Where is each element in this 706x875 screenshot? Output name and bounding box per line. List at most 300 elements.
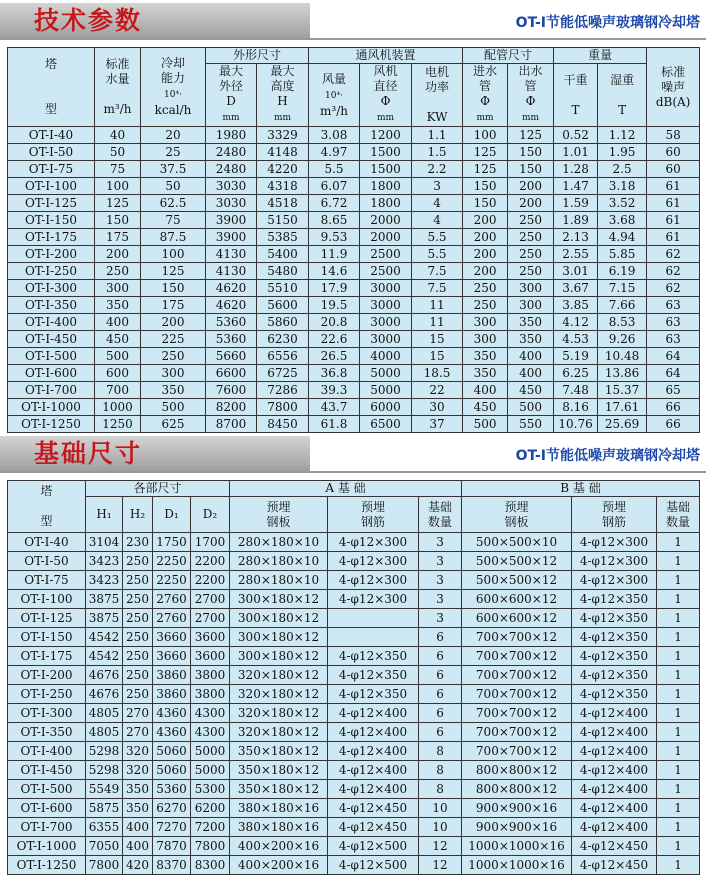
table-cell: 4-φ12×400 [572, 742, 657, 761]
table-cell: 2.5 [598, 161, 647, 178]
header-motor-power: 电机 功率 KW [412, 64, 463, 127]
table-cell: 3329 [257, 127, 309, 144]
table-cell: 5360 [206, 331, 257, 348]
table-cell: 63 [647, 297, 700, 314]
table-cell: 4-φ12×450 [572, 837, 657, 856]
table-cell: 4-φ12×300 [328, 552, 419, 571]
table-cell: OT-I-350 [8, 723, 86, 742]
table-cell: 3.01 [554, 263, 598, 280]
table-cell: 6 [419, 666, 462, 685]
table-cell: 15 [412, 348, 463, 365]
table-cell: 3.67 [554, 280, 598, 297]
table-cell: 6270 [153, 799, 191, 818]
table-cell: 3423 [86, 571, 123, 590]
table-cell: 4-φ12×350 [328, 666, 419, 685]
table-cell: 4-φ12×350 [572, 628, 657, 647]
table-cell: 61.8 [309, 416, 360, 433]
table-cell: 300 [95, 280, 141, 297]
table-cell: 75 [141, 212, 206, 229]
table-cell: 4-φ12×300 [572, 571, 657, 590]
table-cell: OT-I-600 [8, 799, 86, 818]
table-cell: 6.07 [309, 178, 360, 195]
table-cell: 17.61 [598, 399, 647, 416]
table-cell: 150 [463, 195, 508, 212]
table-row [8, 280, 700, 297]
table-cell: 75 [95, 161, 141, 178]
table-cell: 5060 [153, 761, 191, 780]
table-cell: 4-φ12×300 [572, 552, 657, 571]
table-cell: 4-φ12×300 [328, 590, 419, 609]
section1-title: 技术参数 [34, 6, 143, 35]
table-cell: 62.5 [141, 195, 206, 212]
table-cell: 8370 [153, 856, 191, 875]
table-cell: 3 [419, 590, 462, 609]
table-cell: 62 [647, 280, 700, 297]
table-cell: 150 [141, 280, 206, 297]
table-cell: 6.19 [598, 263, 647, 280]
table-cell: 4-φ12×350 [328, 647, 419, 666]
table-cell: 5060 [153, 742, 191, 761]
table-row [8, 685, 700, 704]
table-cell: 30 [412, 399, 463, 416]
table-cell: 100 [95, 178, 141, 195]
table-cell: 175 [141, 297, 206, 314]
table-cell: OT-I-450 [8, 331, 95, 348]
table-cell: 4-φ12×300 [328, 571, 419, 590]
table-cell: 350 [141, 382, 206, 399]
table-cell: 17.9 [309, 280, 360, 297]
table-cell: 4-φ12×350 [572, 609, 657, 628]
table-cell: 4300 [191, 723, 230, 742]
table-cell: 250 [123, 552, 153, 571]
table-row [8, 382, 700, 399]
table-cell: 11 [412, 314, 463, 331]
table-cell: 350×180×12 [230, 742, 328, 761]
table-cell: 4.97 [309, 144, 360, 161]
table-cell: 5400 [257, 246, 309, 263]
table-cell: OT-I-1000 [8, 399, 95, 416]
table-cell: 1.01 [554, 144, 598, 161]
header-b-rebar: 预埋 钢筋 [572, 497, 657, 533]
table-cell: 3000 [360, 331, 412, 348]
table-cell: 700×700×12 [462, 742, 572, 761]
table-cell: 300 [463, 331, 508, 348]
table-cell: 12 [419, 837, 462, 856]
table-cell: 3 [419, 552, 462, 571]
table-cell: OT-I-150 [8, 212, 95, 229]
table-cell: 8200 [206, 399, 257, 416]
table-row [8, 704, 700, 723]
table-cell: 4542 [86, 647, 123, 666]
table-cell: 3423 [86, 552, 123, 571]
table-cell: 6200 [191, 799, 230, 818]
table-cell: 4518 [257, 195, 309, 212]
table-cell: 7870 [153, 837, 191, 856]
table-cell: OT-I-250 [8, 685, 86, 704]
table-cell: 3.52 [598, 195, 647, 212]
table-cell: 150 [508, 144, 554, 161]
table-cell: OT-I-250 [8, 263, 95, 280]
table-row [8, 416, 700, 433]
table-cell: 1200 [360, 127, 412, 144]
table-cell: 700×700×12 [462, 723, 572, 742]
table-row [8, 399, 700, 416]
table-cell: 2700 [191, 609, 230, 628]
table-cell: 400×200×16 [230, 837, 328, 856]
table-cell: 700×700×12 [462, 685, 572, 704]
table-cell: 5000 [191, 761, 230, 780]
table-cell: 900×900×16 [462, 799, 572, 818]
table-cell: 4805 [86, 704, 123, 723]
table-cell: 5.19 [554, 348, 598, 365]
table-cell: 4-φ12×400 [572, 818, 657, 837]
table-row [8, 837, 700, 856]
table-cell: 400×200×16 [230, 856, 328, 875]
table-cell: 400 [463, 382, 508, 399]
table-cell: 350 [95, 297, 141, 314]
table-row [8, 761, 700, 780]
foundation-dimensions-table [7, 480, 700, 875]
table-cell: 13.86 [598, 365, 647, 382]
table-cell: 8 [419, 780, 462, 799]
technical-parameters-table [7, 47, 700, 433]
table-cell: 10 [419, 818, 462, 837]
table-cell: 2.13 [554, 229, 598, 246]
table-cell: 6000 [360, 399, 412, 416]
table-cell: 5510 [257, 280, 309, 297]
table-cell: 400 [508, 348, 554, 365]
table-cell: 4-φ12×400 [572, 723, 657, 742]
table-cell: OT-I-50 [8, 552, 86, 571]
table-cell: 6 [419, 723, 462, 742]
table-cell: OT-I-75 [8, 161, 95, 178]
table-cell: 500×500×12 [462, 571, 572, 590]
table-cell: OT-I-125 [8, 609, 86, 628]
table-cell: 4-φ12×300 [572, 533, 657, 552]
table-cell: 60 [647, 161, 700, 178]
table-cell: 350 [463, 348, 508, 365]
table-cell: 320 [123, 761, 153, 780]
table-cell: 19.5 [309, 297, 360, 314]
table-cell: 4360 [153, 704, 191, 723]
table-cell: 3104 [86, 533, 123, 552]
table-cell: 15 [412, 331, 463, 348]
table-cell: 87.5 [141, 229, 206, 246]
table-cell: OT-I-400 [8, 742, 86, 761]
table-cell: 4620 [206, 297, 257, 314]
table-cell: 1500 [360, 144, 412, 161]
table-cell: 6.25 [554, 365, 598, 382]
table-cell: 800×800×12 [462, 761, 572, 780]
table-cell: 175 [95, 229, 141, 246]
table-cell: 500 [141, 399, 206, 416]
table-cell: 1.59 [554, 195, 598, 212]
table-cell: 4 [412, 212, 463, 229]
table-cell: OT-I-75 [8, 571, 86, 590]
table-cell: 5.5 [309, 161, 360, 178]
table-cell: 3030 [206, 178, 257, 195]
table-cell: 700×700×12 [462, 704, 572, 723]
header-d2: D₂ [191, 497, 230, 533]
table-cell: 125 [463, 161, 508, 178]
table-cell: 250 [141, 348, 206, 365]
table-cell: 2000 [360, 229, 412, 246]
header-a-plate: 预埋 钢板 [230, 497, 328, 533]
table-cell: 250 [123, 685, 153, 704]
table-cell: 4220 [257, 161, 309, 178]
table-cell: 4620 [206, 280, 257, 297]
table-cell: 250 [123, 628, 153, 647]
table-cell: 4.12 [554, 314, 598, 331]
table-cell: 250 [463, 297, 508, 314]
table-cell: 1 [657, 818, 700, 837]
header-wet-weight: 湿重 T [598, 64, 647, 127]
table-cell: 450 [508, 382, 554, 399]
table-cell: 6600 [206, 365, 257, 382]
table-cell: OT-I-500 [8, 780, 86, 799]
table-cell: 250 [123, 666, 153, 685]
header-h1: H₁ [86, 497, 123, 533]
table-cell: 125 [463, 144, 508, 161]
table-cell: 300×180×12 [230, 647, 328, 666]
table-cell: OT-I-100 [8, 590, 86, 609]
table-cell: OT-I-40 [8, 127, 95, 144]
table-cell: 14.6 [309, 263, 360, 280]
section1-divider [0, 38, 706, 40]
table-cell: OT-I-200 [8, 246, 95, 263]
table-cell: 350 [463, 365, 508, 382]
table-cell: 250 [508, 246, 554, 263]
table-cell: 270 [123, 704, 153, 723]
section2-divider [0, 471, 706, 473]
table-cell: 600×600×12 [462, 590, 572, 609]
table-cell: 4-φ12×350 [572, 666, 657, 685]
table-cell: 4.94 [598, 229, 647, 246]
header-max-height: 最大 高度 H mm [257, 64, 309, 127]
table-cell: 3900 [206, 212, 257, 229]
table-cell: 400 [123, 837, 153, 856]
table-cell: 600 [95, 365, 141, 382]
table-cell: 12 [419, 856, 462, 875]
table-cell: 200 [463, 229, 508, 246]
table-row [8, 144, 700, 161]
table-cell: 4130 [206, 246, 257, 263]
table-cell: 125 [141, 263, 206, 280]
table-cell: 1.12 [598, 127, 647, 144]
table-cell: 11 [412, 297, 463, 314]
table-cell: 200 [508, 178, 554, 195]
header-model: 塔 型 [8, 481, 86, 533]
table-cell: 6230 [257, 331, 309, 348]
table-cell: 4-φ12×400 [328, 780, 419, 799]
header-fan-unit: 通风机装置 [309, 48, 463, 64]
table-row [8, 818, 700, 837]
table-cell: 250 [123, 647, 153, 666]
table-cell: 320 [123, 742, 153, 761]
table-cell: OT-I-50 [8, 144, 95, 161]
table-cell: 39.3 [309, 382, 360, 399]
table-cell: 5875 [86, 799, 123, 818]
table-cell: 37 [412, 416, 463, 433]
table-cell: 320×180×12 [230, 685, 328, 704]
table-cell: 3000 [360, 280, 412, 297]
table-cell: 4318 [257, 178, 309, 195]
table-cell: 8 [419, 742, 462, 761]
table-cell: 7050 [86, 837, 123, 856]
table-cell: 380×180×16 [230, 799, 328, 818]
table-cell: 1.89 [554, 212, 598, 229]
table-cell: 1 [657, 723, 700, 742]
table-cell: 8450 [257, 416, 309, 433]
table-cell: 280×180×10 [230, 571, 328, 590]
table-cell: 6500 [360, 416, 412, 433]
table-cell: 200 [95, 246, 141, 263]
table-cell: 9.26 [598, 331, 647, 348]
table-cell: 3875 [86, 609, 123, 628]
table-cell: 3000 [360, 314, 412, 331]
table-cell: 1 [657, 609, 700, 628]
table-cell: OT-I-150 [8, 628, 86, 647]
table-cell: 1 [657, 647, 700, 666]
table-cell: 2760 [153, 590, 191, 609]
table-cell: 3.18 [598, 178, 647, 195]
table-cell: 5.5 [412, 246, 463, 263]
table-cell: 1 [657, 742, 700, 761]
section2-subtitle: OT-Ⅰ节能低噪声玻璃钢冷却塔 [515, 448, 700, 464]
table-cell: 2200 [191, 552, 230, 571]
table-cell: 61 [647, 195, 700, 212]
table-cell: 1 [657, 837, 700, 856]
table-cell: 100 [141, 246, 206, 263]
table-cell: 2.55 [554, 246, 598, 263]
table-cell: 5000 [360, 365, 412, 382]
table-cell: 4-φ12×500 [328, 837, 419, 856]
table-cell: OT-I-500 [8, 348, 95, 365]
header-air-volume: 风量 10⁴· m³/h [309, 64, 360, 127]
table-cell: 3 [412, 178, 463, 195]
table-cell: 4-φ12×400 [328, 704, 419, 723]
table-cell: 7800 [191, 837, 230, 856]
table-cell: 9.53 [309, 229, 360, 246]
table-cell: 18.5 [412, 365, 463, 382]
table-cell: 1 [657, 856, 700, 875]
table-cell: 250 [95, 263, 141, 280]
table-row [8, 246, 700, 263]
table-cell: 1 [657, 628, 700, 647]
table-cell: 61 [647, 212, 700, 229]
table-cell: 6355 [86, 818, 123, 837]
table-cell: 250 [508, 263, 554, 280]
table-row [8, 533, 700, 552]
table-row [8, 297, 700, 314]
table-cell: OT-I-300 [8, 280, 95, 297]
table-cell: 2700 [191, 590, 230, 609]
table-cell: 6 [419, 685, 462, 704]
table-cell: 7.5 [412, 263, 463, 280]
table-cell: 800×800×12 [462, 780, 572, 799]
header-inlet-pipe: 进水 管 Φ mm [463, 64, 508, 127]
table-cell: 250 [463, 280, 508, 297]
table-cell: 65 [647, 382, 700, 399]
table-cell: 1 [657, 761, 700, 780]
table-cell: 7.15 [598, 280, 647, 297]
table-cell: 4300 [191, 704, 230, 723]
header-foundation-b: B 基 础 [462, 481, 700, 497]
section2-title: 基础尺寸 [34, 439, 143, 468]
table-cell: 3660 [153, 647, 191, 666]
table-cell: 450 [95, 331, 141, 348]
table-cell: 1 [657, 552, 700, 571]
table-cell: 3875 [86, 590, 123, 609]
table-cell: OT-I-175 [8, 229, 95, 246]
table-cell: 3900 [206, 229, 257, 246]
table-cell: 4-φ12×350 [328, 685, 419, 704]
table-cell: 5298 [86, 761, 123, 780]
table-cell: 150 [95, 212, 141, 229]
table-cell: 1700 [191, 533, 230, 552]
table-cell: 36.8 [309, 365, 360, 382]
table-cell: 320×180×12 [230, 704, 328, 723]
table-row [8, 628, 700, 647]
table-cell: 1000 [95, 399, 141, 416]
header-outer-dimensions: 外形尺寸 [206, 48, 309, 64]
header-b-plate: 预埋 钢板 [462, 497, 572, 533]
table-cell: 3860 [153, 666, 191, 685]
table-cell: 5385 [257, 229, 309, 246]
table-cell: OT-I-40 [8, 533, 86, 552]
table-cell: 200 [463, 246, 508, 263]
table-cell: 4.53 [554, 331, 598, 348]
table-cell: 1 [657, 533, 700, 552]
table-cell: 4-φ12×400 [328, 761, 419, 780]
table-row [8, 365, 700, 382]
table-cell: 350 [508, 331, 554, 348]
header-water-flow: 标准 水量 m³/h [95, 48, 141, 127]
header-outer-diameter: 最大 外径 D mm [206, 64, 257, 127]
table-cell: 3000 [360, 297, 412, 314]
table-row [8, 799, 700, 818]
table-cell: 8.53 [598, 314, 647, 331]
table-cell: 2.2 [412, 161, 463, 178]
header-dry-weight: 干重 T [554, 64, 598, 127]
table-cell: 1000×1000×16 [462, 856, 572, 875]
table-cell: 6725 [257, 365, 309, 382]
table-cell: 3600 [191, 647, 230, 666]
table-row [8, 263, 700, 280]
table-cell: 4676 [86, 685, 123, 704]
table-cell: 8.16 [554, 399, 598, 416]
table-cell: 5000 [360, 382, 412, 399]
table-cell: 4-φ12×350 [572, 590, 657, 609]
table-cell: 600×600×12 [462, 609, 572, 628]
table-cell: 700×700×12 [462, 647, 572, 666]
technical-parameters-body [8, 127, 700, 433]
table-cell: 1.47 [554, 178, 598, 195]
header-d1: D₁ [153, 497, 191, 533]
table-cell: 4-φ12×350 [572, 685, 657, 704]
table-cell: 300×180×12 [230, 590, 328, 609]
table-cell: 50 [141, 178, 206, 195]
table-cell: 6 [419, 704, 462, 723]
table-cell: 1800 [360, 178, 412, 195]
table-cell: 4-φ12×500 [328, 856, 419, 875]
table-cell: OT-I-600 [8, 365, 95, 382]
table-cell: 300×180×12 [230, 609, 328, 628]
table-row [8, 647, 700, 666]
table-cell: 5600 [257, 297, 309, 314]
table-cell: 350×180×12 [230, 780, 328, 799]
table-cell: 100 [463, 127, 508, 144]
